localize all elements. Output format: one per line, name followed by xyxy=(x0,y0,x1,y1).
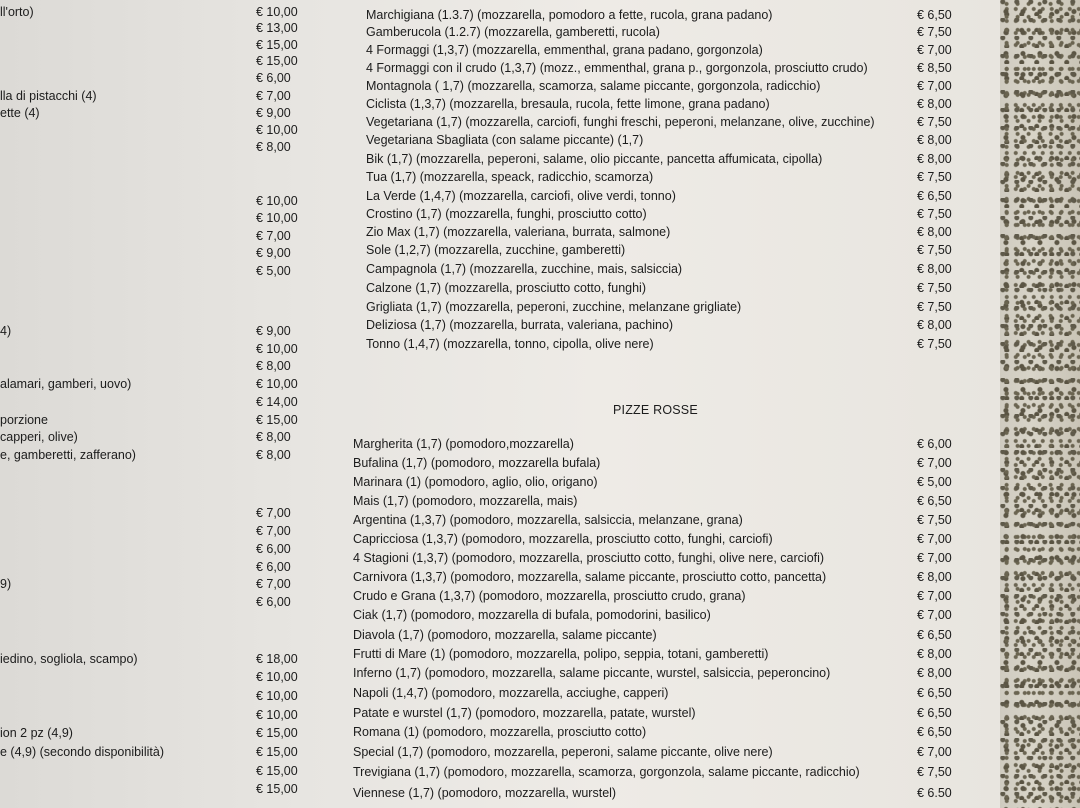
pizze-rosse-item-name: Crudo e Grana (1,3,7) (pomodoro, mozzarella, prosciutto crudo, grana) xyxy=(353,589,746,603)
pizze-rosse-item-price: € 8,00 xyxy=(917,666,952,680)
left-menu-item-name: iedino, sogliola, scampo) xyxy=(0,652,138,666)
left-menu-item-price: € 15,00 xyxy=(256,413,298,427)
left-menu-item-name: alamari, gamberi, uovo) xyxy=(0,377,132,391)
left-menu-item-price: € 7,00 xyxy=(256,506,291,520)
pizze-rosse-item-name: 4 Stagioni (1,3,7) (pomodoro, mozzarella, prosciutto cotto, funghi, olive nere, carciofi) xyxy=(353,551,825,565)
left-menu-item-price: € 9,00 xyxy=(256,246,291,260)
pizze-rosse-item-name: Bufalina (1,7) (pomodoro, mozzarella bufala) xyxy=(353,456,601,470)
pizze-bianche-item-price: € 7,50 xyxy=(917,337,952,351)
left-menu-item-price: € 7,00 xyxy=(256,229,291,243)
left-menu-item-name: e, gamberetti, zafferano) xyxy=(0,448,136,462)
pizze-rosse-item-price: € 5,00 xyxy=(917,475,952,489)
pizze-rosse-item-price: € 7,00 xyxy=(917,551,952,565)
pizze-bianche-item-name: Calzone (1,7) (mozzarella, prosciutto cotto, funghi) xyxy=(366,281,646,295)
pizze-bianche-item-name: Gamberucola (1.2.7) (mozzarella, gamberetti, rucola) xyxy=(366,25,660,39)
left-menu-item-price: € 15,00 xyxy=(256,745,298,759)
left-menu-item-price: € 6,00 xyxy=(256,71,291,85)
pizze-rosse-item-name: Argentina (1,3,7) (pomodoro, mozzarella, salsiccia, melanzane, grana) xyxy=(353,513,743,527)
left-menu-item-price: € 6,00 xyxy=(256,560,291,574)
left-menu-item-price: € 6,00 xyxy=(256,542,291,556)
pizze-bianche-item-name: Sole (1,2,7) (mozzarella, zucchine, gamberetti) xyxy=(366,243,626,257)
pizze-bianche-item-name: Crostino (1,7) (mozzarella, funghi, prosciutto cotto) xyxy=(366,207,647,221)
pizze-rosse-title: PIZZE ROSSE xyxy=(613,403,698,417)
left-menu-item-price: € 9,00 xyxy=(256,106,291,120)
pizze-rosse-item-price: € 7,50 xyxy=(917,765,952,779)
pizze-bianche-item-price: € 7,50 xyxy=(917,243,952,257)
pizze-bianche-item-name: Tua (1,7) (mozzarella, speack, radicchio, scamorza) xyxy=(366,170,654,184)
left-menu-item-price: € 18,00 xyxy=(256,652,298,666)
left-menu-item-price: € 8,00 xyxy=(256,359,291,373)
pizze-rosse-item-name: Viennese (1,7) (pomodoro, mozzarella, wurstel) xyxy=(353,786,617,800)
left-menu-item-price: € 13,00 xyxy=(256,21,298,35)
pizze-rosse-item-price: € 6,50 xyxy=(917,628,952,642)
pizze-bianche-item-name: Montagnola ( 1,7) (mozzarella, scamorza, salame piccante, gorgonzola, radicchio) xyxy=(366,79,821,93)
pizze-rosse-item-name: Inferno (1,7) (pomodoro, mozzarella, salame piccante, wurstel, salsiccia, peperoncino) xyxy=(353,666,831,680)
pizze-rosse-item-price: € 8,00 xyxy=(917,647,952,661)
left-menu-item-price: € 10,00 xyxy=(256,211,298,225)
pizze-bianche-item-price: € 8,00 xyxy=(917,225,952,239)
pizze-rosse-item-name: Napoli (1,4,7) (pomodoro, mozzarella, acciughe, capperi) xyxy=(353,686,669,700)
left-menu-item-name: e (4,9) (secondo disponibilità) xyxy=(0,745,164,759)
pizze-bianche-item-name: La Verde (1,4,7) (mozzarella, carciofi, olive verdi, tonno) xyxy=(366,189,676,203)
pizze-rosse-item-price: € 7,00 xyxy=(917,608,952,622)
left-menu-item-name: ll'orto) xyxy=(0,5,34,19)
pizze-bianche-item-name: Zio Max (1,7) (mozzarella, valeriana, burrata, salmone) xyxy=(366,225,671,239)
pizze-bianche-item-name: Bik (1,7) (mozzarella, peperoni, salame, olio piccante, pancetta affumicata, cipolla) xyxy=(366,152,823,166)
pizze-rosse-item-name: Margherita (1,7) (pomodoro,mozzarella) xyxy=(353,437,574,451)
pizze-rosse-item-price: € 6,00 xyxy=(917,437,952,451)
left-menu-item-price: € 5,00 xyxy=(256,264,291,278)
pizze-rosse-item-price: € 6,50 xyxy=(917,494,952,508)
left-menu-item-price: € 15,00 xyxy=(256,764,298,778)
left-menu-item-price: € 10,00 xyxy=(256,689,298,703)
left-menu-item-price: € 15,00 xyxy=(256,782,298,796)
pizze-rosse-item-name: Marinara (1) (pomodoro, aglio, olio, origano) xyxy=(353,475,598,489)
pizze-rosse-item-price: € 7,00 xyxy=(917,745,952,759)
pizze-bianche-item-price: € 7,50 xyxy=(917,281,952,295)
left-menu-item-price: € 10,00 xyxy=(256,342,298,356)
left-menu-item-price: € 7,00 xyxy=(256,524,291,538)
pizze-bianche-item-name: Vegetariana Sbagliata (con salame piccante) (1,7) xyxy=(366,133,644,147)
pizze-rosse-item-price: € 6,50 xyxy=(917,725,952,739)
pizze-bianche-item-price: € 8,00 xyxy=(917,133,952,147)
left-menu-item-price: € 6,00 xyxy=(256,595,291,609)
left-menu-item-price: € 14,00 xyxy=(256,395,298,409)
pizze-rosse-item-name: Trevigiana (1,7) (pomodoro, mozzarella, scamorza, gorgonzola, salame piccante, radicchio) xyxy=(353,765,860,779)
pizze-rosse-item-price: € 7,00 xyxy=(917,532,952,546)
left-menu-item-price: € 10,00 xyxy=(256,123,298,137)
left-menu-item-price: € 9,00 xyxy=(256,324,291,338)
pizze-rosse-item-name: Capricciosa (1,3,7) (pomodoro, mozzarella, prosciutto cotto, funghi, carciofi) xyxy=(353,532,773,546)
left-menu-item-price: € 7,00 xyxy=(256,89,291,103)
pizze-rosse-item-name: Diavola (1,7) (pomodoro, mozzarella, salame piccante) xyxy=(353,628,657,642)
pizze-bianche-item-price: € 7,50 xyxy=(917,207,952,221)
textured-wall xyxy=(1000,0,1080,808)
pizze-bianche-item-name: Marchigiana (1.3.7) (mozzarella, pomodoro a fette, rucola, grana padano) xyxy=(366,8,773,22)
left-menu-item-price: € 10,00 xyxy=(256,5,298,19)
left-menu-item-name: ion 2 pz (4,9) xyxy=(0,726,73,740)
pizze-bianche-item-price: € 7,50 xyxy=(917,170,952,184)
pizze-bianche-item-price: € 6,50 xyxy=(917,189,952,203)
pizze-bianche-item-price: € 8,00 xyxy=(917,262,952,276)
pizze-bianche-item-name: Campagnola (1,7) (mozzarella, zucchine, mais, salsiccia) xyxy=(366,262,683,276)
pizze-rosse-item-price: € 7,50 xyxy=(917,513,952,527)
left-menu-item-price: € 8,00 xyxy=(256,430,291,444)
pizze-bianche-item-price: € 8,50 xyxy=(917,61,952,75)
pizze-bianche-item-name: Tonno (1,4,7) (mozzarella, tonno, cipolla, olive nere) xyxy=(366,337,654,351)
pizze-bianche-item-name: Deliziosa (1,7) (mozzarella, burrata, valeriana, pachino) xyxy=(366,318,674,332)
pizze-bianche-item-price: € 7,50 xyxy=(917,25,952,39)
pizze-rosse-item-name: Patate e wurstel (1,7) (pomodoro, mozzarella, patate, wurstel) xyxy=(353,706,696,720)
pizze-bianche-item-price: € 7,50 xyxy=(917,300,952,314)
pizze-rosse-item-price: € 6.50 xyxy=(917,786,952,800)
pizze-rosse-item-price: € 6,50 xyxy=(917,686,952,700)
pizze-bianche-item-price: € 8,00 xyxy=(917,152,952,166)
left-menu-item-price: € 15,00 xyxy=(256,54,298,68)
left-menu-item-name: lla di pistacchi (4) xyxy=(0,89,97,103)
pizze-rosse-item-price: € 7,00 xyxy=(917,456,952,470)
left-menu-item-price: € 10,00 xyxy=(256,708,298,722)
pizze-bianche-item-price: € 8,00 xyxy=(917,318,952,332)
pizze-bianche-item-name: 4 Formaggi (1,3,7) (mozzarella, emmenthal, grana padano, gorgonzola) xyxy=(366,43,763,57)
left-menu-item-price: € 15,00 xyxy=(256,38,298,52)
pizze-bianche-item-price: € 8,00 xyxy=(917,97,952,111)
pizze-rosse-item-name: Romana (1) (pomodoro, mozzarella, prosciutto cotto) xyxy=(353,725,647,739)
left-menu-item-name: ette (4) xyxy=(0,106,40,120)
pizze-bianche-item-price: € 6,50 xyxy=(917,8,952,22)
pizze-bianche-item-name: Vegetariana (1,7) (mozzarella, carciofi, funghi freschi, peperoni, melanzane, olive, zucchine) xyxy=(366,115,875,129)
pizze-rosse-item-name: Carnivora (1,3,7) (pomodoro, mozzarella, salame piccante, prosciutto cotto, pancetta) xyxy=(353,570,827,584)
pizze-rosse-item-name: Frutti di Mare (1) (pomodoro, mozzarella, polipo, seppia, totani, gamberetti) xyxy=(353,647,769,661)
left-menu-item-price: € 10,00 xyxy=(256,670,298,684)
pizze-bianche-item-name: Ciclista (1,3,7) (mozzarella, bresaula, rucola, fette limone, grana padano) xyxy=(366,97,770,111)
left-menu-item-price: € 15,00 xyxy=(256,726,298,740)
left-menu-item-name: 4) xyxy=(0,324,12,338)
pizze-rosse-item-price: € 7,00 xyxy=(917,589,952,603)
pizze-bianche-item-price: € 7,50 xyxy=(917,115,952,129)
pizze-rosse-item-name: Ciak (1,7) (pomodoro, mozzarella di bufala, pomodorini, basilico) xyxy=(353,608,711,622)
pizze-rosse-item-name: Special (1,7) (pomodoro, mozzarella, peperoni, salame piccante, olive nere) xyxy=(353,745,773,759)
left-menu-item-price: € 10,00 xyxy=(256,194,298,208)
pizze-bianche-item-price: € 7,00 xyxy=(917,79,952,93)
pizze-rosse-item-name: Mais (1,7) (pomodoro, mozzarella, mais) xyxy=(353,494,578,508)
left-menu-item-price: € 8,00 xyxy=(256,448,291,462)
left-menu-item-price: € 10,00 xyxy=(256,377,298,391)
left-menu-item-name: 9) xyxy=(0,577,12,591)
left-menu-item-price: € 7,00 xyxy=(256,577,291,591)
pizze-bianche-item-name: 4 Formaggi con il crudo (1,3,7) (mozz., emmenthal, grana p., gorgonzola, prosciutto crudo) xyxy=(366,61,868,75)
pizze-bianche-item-price: € 7,00 xyxy=(917,43,952,57)
left-menu-item-name: porzione xyxy=(0,413,48,427)
pizze-rosse-item-price: € 6,50 xyxy=(917,706,952,720)
left-menu-item-name: capperi, olive) xyxy=(0,430,78,444)
pizze-bianche-item-name: Grigliata (1,7) (mozzarella, peperoni, zucchine, melanzane grigliate) xyxy=(366,300,742,314)
left-menu-item-price: € 8,00 xyxy=(256,140,291,154)
pizze-rosse-item-price: € 8,00 xyxy=(917,570,952,584)
